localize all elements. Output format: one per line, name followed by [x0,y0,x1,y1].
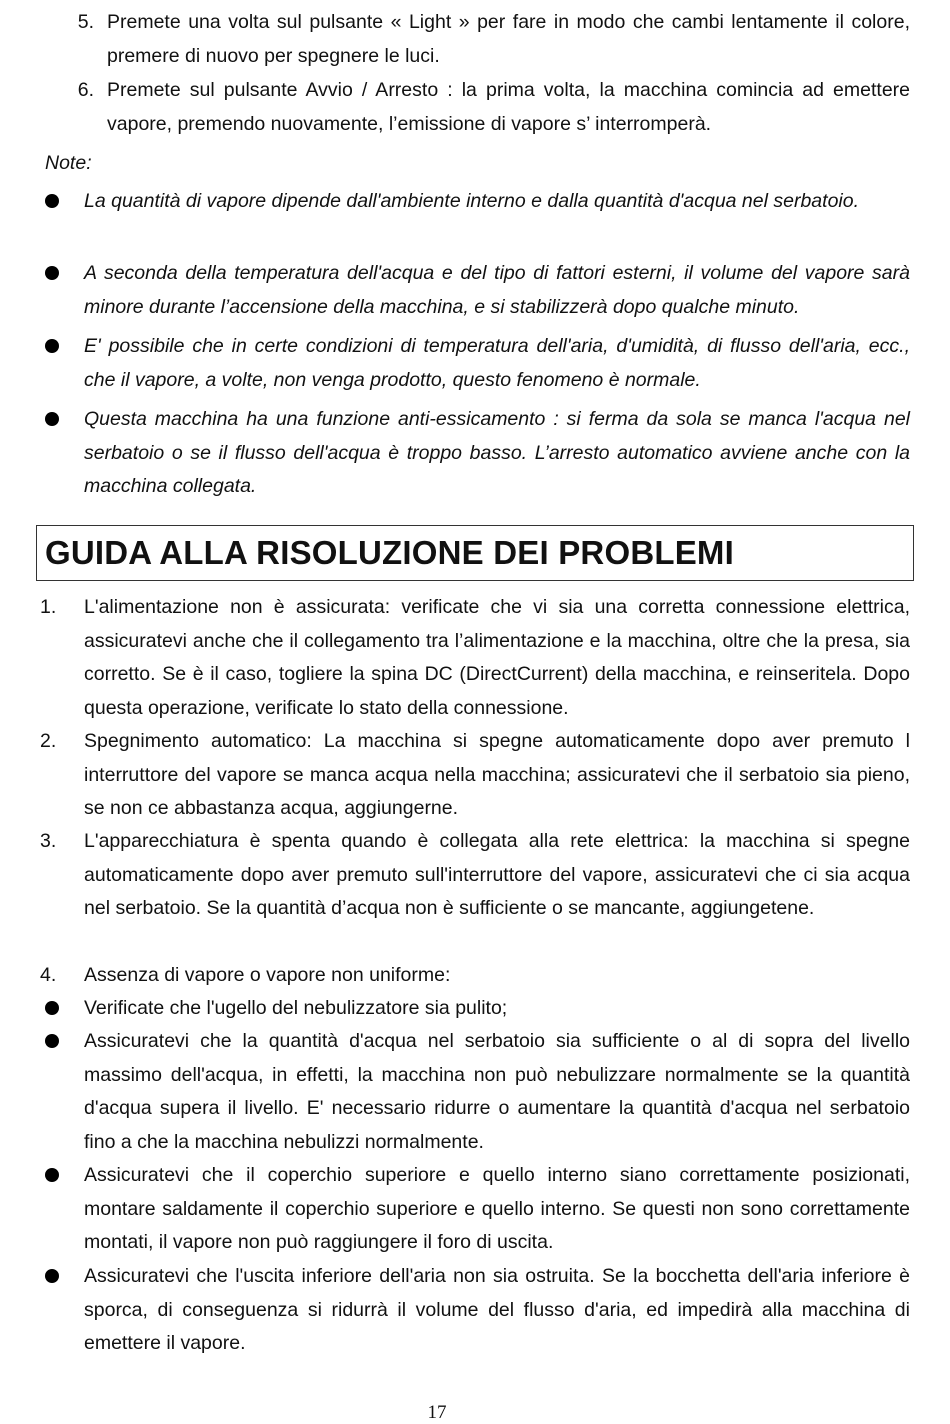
bullet-icon [45,1001,59,1015]
item-text: L'apparecchiatura è spenta quando è collegata alla rete elettrica: la macchina si spegne automaticamente dopo aver premuto sull'interruttore del vapore, assicuratevi che ci sia acqua nel serbatoio. Se la quantità d’acqua non è sufficiente o se mancante, aggiungetene. [84,830,910,919]
bullet-text: Verificate che l'ugello del nebulizzatore sia pulito; [84,997,508,1019]
item-text: L'alimentazione non è assicurata: verificate che vi sia una corretta connessione elettrica, assicuratevi anche che il collegamento tra l’alimentazione e la macchina, oltre che la presa, sia corretto. Se è il caso, togliere la spina DC (DirectCurrent) della macchina, e reinseritela. Dopo questa operazione, verificate lo stato della connessione. [84,596,910,719]
step-number: 5. [77,11,94,33]
step-number: 6. [77,79,94,101]
note-text: La quantità di vapore dipende dall'ambiente interno e dalla quantità d'acqua nel serbatoio. [84,190,860,212]
note-label: Note: [45,152,92,174]
bullet-text: Assicuratevi che l'uscita inferiore dell'aria non sia ostruita. Se la bocchetta dell'aria inferiore è sporca, di conseguenza si ridurrà il volume del flusso d'aria, ed impedirà alla macchina di emettere il vapore. [84,1265,910,1354]
bullet-icon [45,412,59,426]
item-number: 1. [40,596,57,618]
item-number: 3. [40,830,57,852]
bullet-icon [45,339,59,353]
bullet-text: Assicuratevi che il coperchio superiore e quello interno siano correttamente posizionati, montare saldamente il coperchio superiore e quello interno. Se questi non sono correttamente montati, il vapore non può raggiungere il foro di uscita. [84,1164,910,1253]
note-text: Questa macchina ha una funzione anti-essicamento : si ferma da sola se manca l'acqua nel serbatoio o se il flusso dell'acqua è troppo basso. L’arresto automatico avviene anche con la macchina collegata. [84,408,910,497]
bullet-icon [45,266,59,280]
section-heading: GUIDA ALLA RISOLUZIONE DEI PROBLEMI [45,534,734,571]
bullet-icon [45,1168,59,1182]
bullet-icon [45,1269,59,1283]
step-text: Premete sul pulsante Avvio / Arresto : la prima volta, la macchina comincia ad emettere vapore, premendo nuovamente, l’emissione di vapore s’ interromperà. [107,79,910,135]
note-text: E' possibile che in certe condizioni di temperatura dell'aria, d'umidità, di flusso dell'aria, ecc., che il vapore, a volte, non venga prodotto, questo fenomeno è normale. [84,335,910,391]
item-text: Assenza di vapore o vapore non uniforme: [84,964,451,986]
bullet-icon [45,194,59,208]
bullet-text: Assicuratevi che la quantità d'acqua nel serbatoio sia sufficiente o al di sopra del livello massimo dell'acqua, in effetti, la macchina non può nebulizzare normalmente se la quantità d'acqua supera il livello. E' necessario ridurre o aumentare la quantità d'acqua nel serbatoio fino a che la macchina nebulizzi normalmente. [84,1030,910,1153]
item-text: Spegnimento automatico: La macchina si spegne automaticamente dopo aver premuto l interruttore del vapore se manca acqua nella macchina; assicuratevi che il serbatoio sia pieno, se non ce abbastanza acqua, aggiungerne. [84,730,910,819]
page-number: 17 [427,1402,447,1423]
section-heading-box [36,525,914,581]
note-text: A seconda della temperatura dell'acqua e del tipo di fattori esterni, il volume del vapore sarà minore durante l’accensione della macchina, e si stabilizzerà dopo qualche minuto. [84,262,910,318]
item-number: 2. [40,730,57,752]
step-text: Premete una volta sul pulsante « Light » per fare in modo che cambi lentamente il colore, premere di nuovo per spegnere le luci. [107,11,910,67]
item-number: 4. [40,964,57,986]
bullet-icon [45,1034,59,1048]
